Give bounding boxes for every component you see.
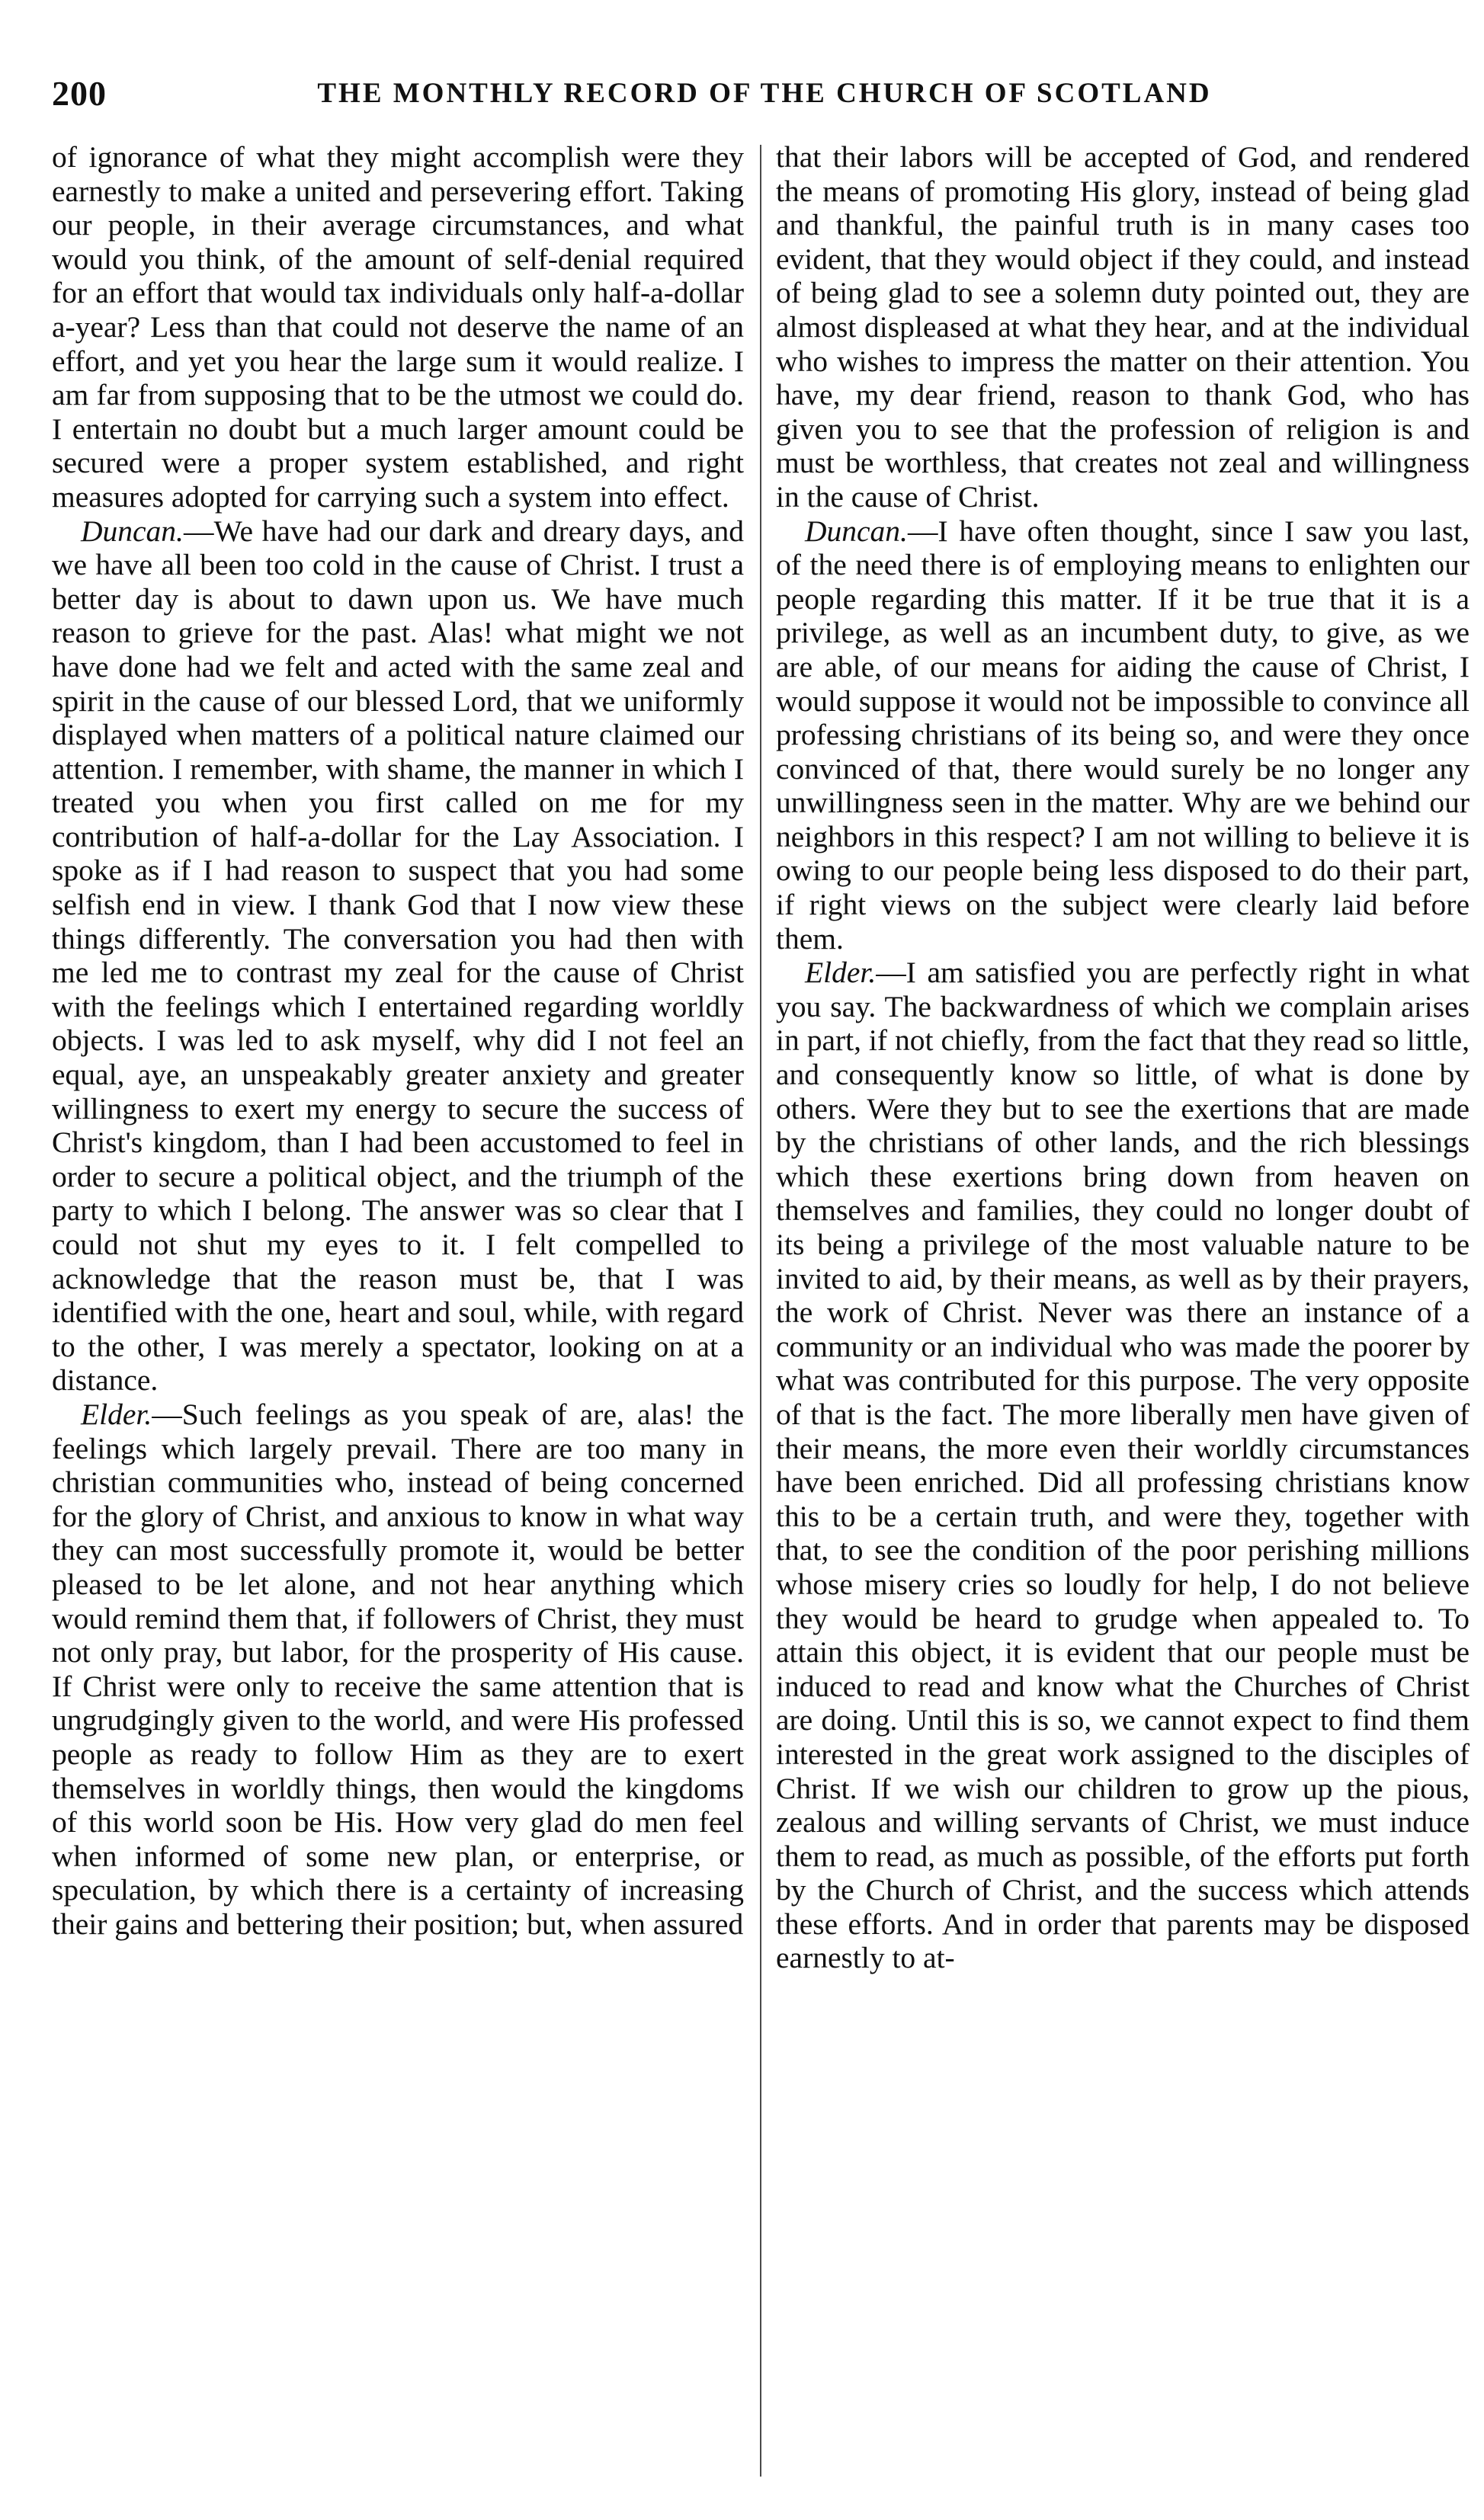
paragraph: that their labors will be accepted of God, and rendered the means of promoting His glory, instead of being glad and thankful, the painful truth is in many cases too evident, that they would object if they could, and instead of being glad to see a solemn duty pointed out, they are almost displeased at what they hear, and at the individual who wishes to impress the matter on their attention. You have, my dear friend, reason to thank God, who has given you to see that the profession of religion is and must be worthless, that creates not zeal and willingness in the cause of Christ. xyxy=(776,140,1470,514)
running-head: THE MONTHLY RECORD OF THE CHURCH OF SCOTLAND xyxy=(317,77,1212,109)
paragraph xyxy=(52,1398,744,1942)
paragraph xyxy=(776,514,1470,956)
left-column xyxy=(52,140,744,2487)
speaker-name: Elder. xyxy=(805,956,877,990)
page-header xyxy=(52,70,1477,116)
paragraph-text: —I have often thought, since I saw you last, of the need there is of employing means to enlighten our people regarding this matter. If it be true that it is a privilege, as well as an incumbent duty, to give, as we are able, of our means for aiding the cause of Christ, I would suppose it would not be impossible to convince all professing christians of its being so, and were they once convinced of that, there would surely be no longer any unwillingness seen in the matter. Why are we behind our neighbors in this respect? I am not willing to believe it is owing to our people being less disposed to do their part, if right views on the subject were clearly laid before them. xyxy=(776,514,1470,956)
speaker-name: Elder. xyxy=(81,1397,152,1431)
paragraph xyxy=(776,956,1470,1975)
paragraph-text: —Such feelings as you speak of are, alas! the feelings which largely prevail. There are too many in christian communities who, instead of being concerned for the glory of Christ, and anxious to know in what way they can most successfully promote it, would be better pleased to be let alone, and not hear anything which would remind them that, if followers of Christ, they must not only pray, but labor, for the prosperity of His cause. If Christ were only to receive the same attention that is ungrudgingly given to the world, and were His professed people as ready to follow Him as they are to exert themselves in worldly things, then would the kingdoms of this world soon be His. How very glad do men feel when informed of some new plan, or enterprise, or speculation, by which there is a certainty of increasing their gains and bettering their position; but, when assured xyxy=(52,1397,744,1941)
paragraph-text: —I am satisfied you are perfectly right in what you say. The backwardness of which we complain arises in part, if not chiefly, from the fact that they read so little, and consequently know so little, of what is done by others. Were they but to see the exertions that are made by the christians of other lands, and the rich blessings which these exertions bring down from heaven on themselves and families, they could no longer doubt of its being a privilege of the most valuable nature to be invited to aid, by their means, as well as by their prayers, the work of Christ. Never was there an instance of a community or an individual who was made the poorer by what was contributed for this purpose. The very opposite of that is the fact. The more liberally men have given of their means, the more even their worldly circumstances have been enriched. Did all professing christians know this to be a certain truth, and were they, together with that, to see the condition of the poor perishing millions whose misery cries so loudly for help, I do not believe they would be heard to grudge when appealed to. To attain this object, it is evident that our people must be induced to read and know what the Churches of Christ are doing. Until this is so, we cannot expect to find them interested in the great work assigned to the disciples of Christ. If we wish our children to grow up the pious, zealous and willing servants of Christ, we must induce them to read, as much as possible, of the efforts put forth by the Church of Christ, and the success which attends these efforts. And in order that parents may be disposed earnestly to at- xyxy=(776,956,1470,1975)
speaker-name: Duncan. xyxy=(81,514,184,548)
speaker-name: Duncan. xyxy=(805,514,908,548)
paragraph-text: —We have had our dark and dreary days, and we have all been too cold in the cause of Christ. I trust a better day is about to dawn upon us. We have much reason to grieve for the past. Alas! what might we not have done had we felt and acted with the same zeal and spirit in the cause of our blessed Lord, that we uniformly displayed when matters of a political nature claimed our attention. I remember, with shame, the manner in which I treated you when you first called on me for my contribution of half-a-dollar for the Lay Association. I spoke as if I had reason to suspect that you had some selfish end in view. I thank God that I now view these things differently. The conversation you had then with me led me to contrast my zeal for the cause of Christ with the feelings which I entertained regarding worldly objects. I was led to ask myself, why did I not feel an equal, aye, an unspeakably greater anxiety and greater willingness to exert my energy to secure the success of Christ's kingdom, than I had been accustomed to feel in order to secure a political object, and the triumph of the party to which I belong. The answer was so clear that I could not shut my eyes to it. I felt compelled to acknowledge that the reason must be, that I was identified with the one, heart and soul, while, with regard to the other, I was merely a spectator, looking on at a distance. xyxy=(52,514,744,1398)
column-divider xyxy=(760,145,761,2477)
page-number: 200 xyxy=(52,73,107,113)
paragraph xyxy=(52,514,744,1398)
right-column xyxy=(776,140,1470,2487)
paragraph: of ignorance of what they might accomplish were they earnestly to make a united and persevering effort. Taking our people, in their average circumstances, and what would you think, of the amount of self-denial required for an effort that would tax individuals only half-a-dollar a-year? Less than that could not deserve the name of an effort, and yet you hear the large sum it would realize. I am far from supposing that to be the utmost we could do. I entertain no doubt but a much larger amount could be secured were a proper system established, and right measures adopted for carrying such a system into effect. xyxy=(52,140,744,514)
